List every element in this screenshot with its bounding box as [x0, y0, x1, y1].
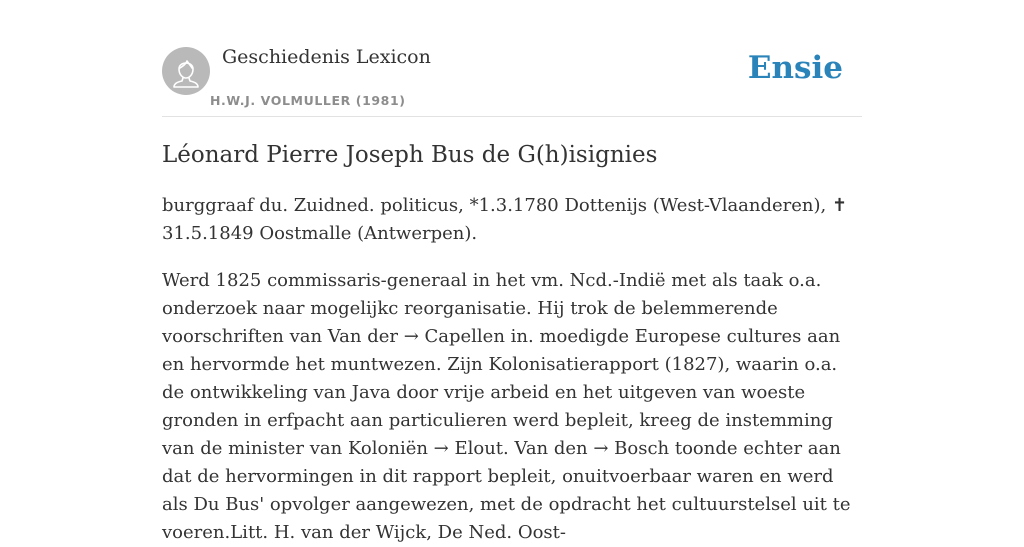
article-paragraph-body: Werd 1825 commissaris-generaal in het vm. Ncd.-Indië met als taak o.a. onderzoek naar mogelijkc reorganisatie. Hij trok de belemmerende voorschriften van Van der → Capellen in. moedigde Europese cultures aan en hervormde het muntwezen. Zijn Kolonisatierapport (1827), waarin o.a. de ontwikkeling van Java door vrije arbeid en het uitgeven van woeste gronden in erfpacht aan particulieren werd bepleit, kreeg de instemming van de minister van Koloniën → Elout. Van den → Bosch toonde echter aan dat de hervormingen in dit rapport bepleit, onuitvoerbaar waren en werd als Du Bus' opvolger aangewezen, met de opdracht het cultuurstelsel uit te voeren.Litt. H. van der Wijck, De Ned. Oost-: [162, 270, 851, 543]
page-header: [162, 0, 862, 117]
author-credit: H.W.J. VOLMULLER (1981): [210, 93, 406, 108]
user-avatar-icon[interactable]: [162, 47, 210, 95]
article: [162, 140, 862, 547]
article-title: Léonard Pierre Joseph Bus de G(h)isignies: [162, 142, 658, 168]
lexicon-title[interactable]: Geschiedenis Lexicon: [222, 46, 431, 68]
article-paragraph-intro: burggraaf du. Zuidned. politicus, *1.3.1780 Dottenijs (West-Vlaanderen), ✝ 31.5.1849 Oostmalle (Antwerpen).: [162, 195, 848, 244]
ensie-logo[interactable]: Ensie: [747, 50, 843, 86]
